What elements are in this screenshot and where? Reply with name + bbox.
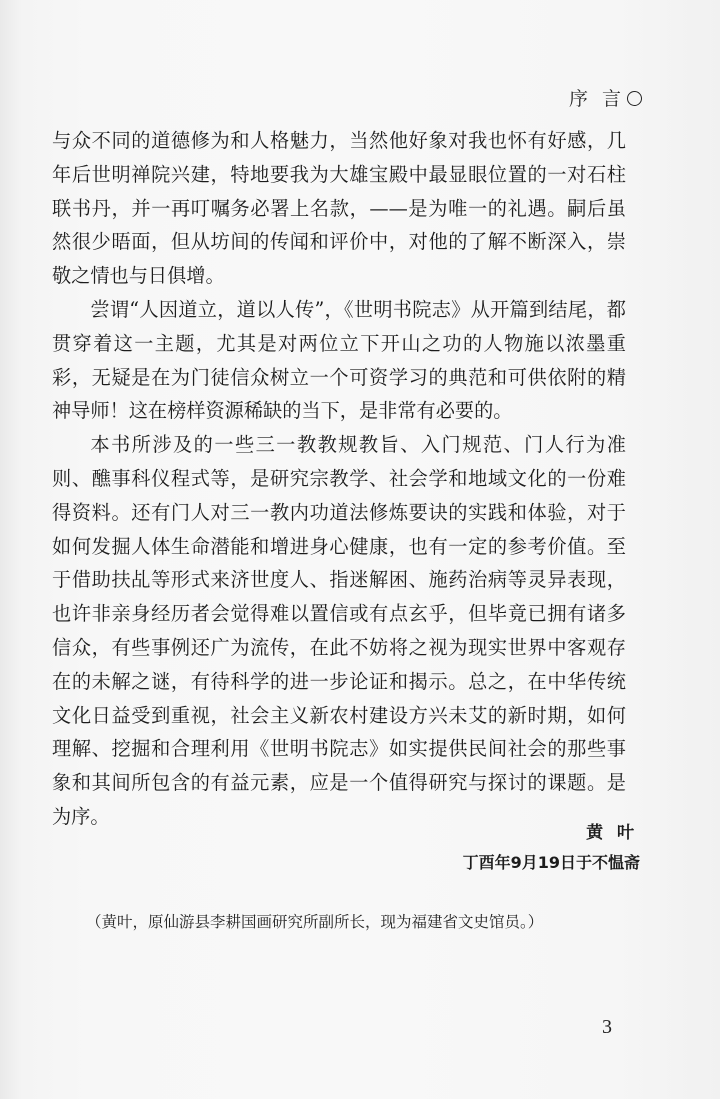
paragraph-2: 尝谓“人因道立，道以人传”，《世明书院志》从开篇到结尾，都贯穿着这一主题，尤其是对两位立下开山之功的人物施以浓墨重彩，无疑是在为门徒信众树立一个可资学习的典范和可供依附的精神导师！这在榜样资源稀缺的当下，是非常有必要的。 xyxy=(52,297,626,423)
body-text xyxy=(52,124,626,834)
author-note: （黄叶，原仙游县李耕国画研究所副所长，现为福建省文史馆员。） xyxy=(86,913,544,931)
circle-ornament-icon xyxy=(627,91,642,106)
paragraph-3: 本书所涉及的一些三一教教规教旨、入门规范、门人行为准则、醮事科仪程式等，是研究宗教学、社会学和地域文化的一份难得资料。还有门人对三一教内功道法修炼要诀的实践和体验，对于如何发掘人体生命潜能和增进身心健康，也有一定的参考价值。至于借助扶乩等形式来济世度人、指迷解困、施药治病等灵异表现，也许非亲身经历者会觉得难以置信或有点玄乎，但毕竟已拥有诸多信众，有些事例还广为流传，在此不妨将之视为现实世界中客观存在的未解之谜，有待科学的进一步论证和揭示。总之，在中华传统文化日益受到重视，社会主义新农村建设方兴未艾的新时期，如何理解、挖掘和合理利用《世明书院志》如实提供民间社会的那些事象和其间所包含的有益元素，应是一个值得研究与探讨的课题。是为序。 xyxy=(52,433,626,828)
running-head xyxy=(569,84,642,111)
author-signature: 黄 叶 xyxy=(586,823,638,843)
signature-date: 丁酉年9月19日于不愠斋 xyxy=(462,853,640,872)
page-number: 3 xyxy=(602,1016,612,1038)
running-head-title: 序 言 xyxy=(568,88,625,110)
paragraph-1: 与众不同的道德修为和人格魅力，当然他好象对我也怀有好感，几年后世明禅院兴建，特地要我为大雄宝殿中最显眼位置的一对石柱联书丹，并一再叮嘱务必署上名款，——是为唯一的礼遇。嗣后虽然很少晤面，但从坊间的传闻和评价中，对他的了解不断深入，崇敬之情也与日俱增。 xyxy=(52,129,626,288)
